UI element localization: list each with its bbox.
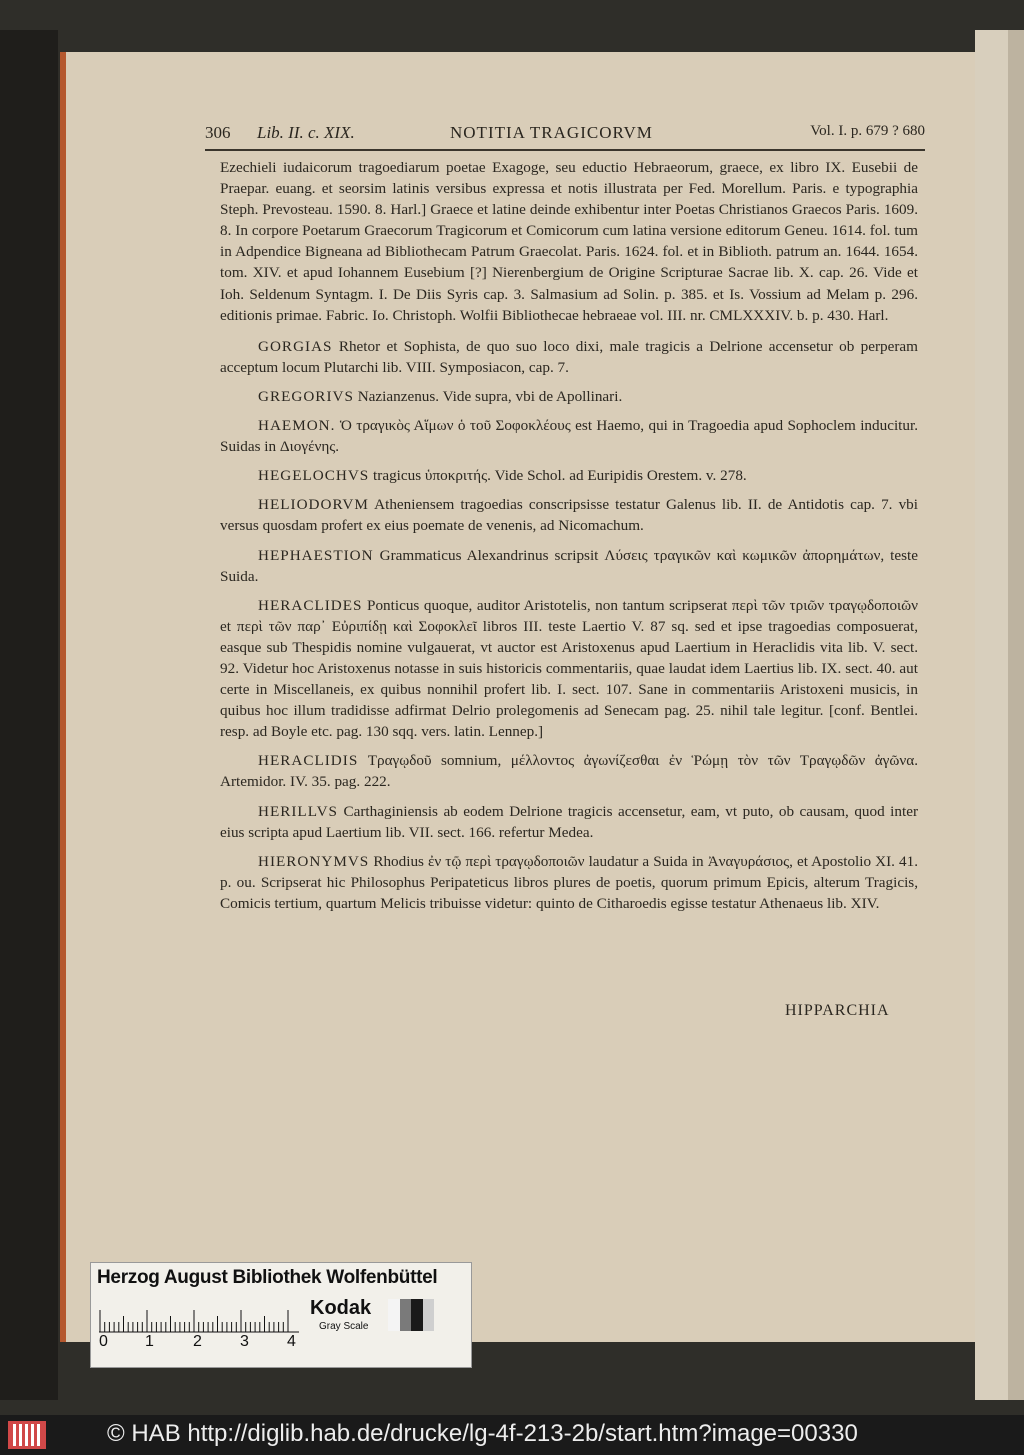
- entry-name: HEPHAESTION: [258, 546, 374, 564]
- library-name: Herzog August Bibliothek Wolfenbüttel: [97, 1267, 438, 1288]
- swatch: [400, 1299, 412, 1331]
- paragraph-text: Τραγῳδοῦ somnium, μέλλοντος ἀγωνίζεσθαι ἐν Ῥώμῃ τὸν τῶν Τραγῳδῶν ἀγῶνα. Artemidor. IV. 35. pag. 222.: [220, 752, 918, 791]
- swatch: [411, 1299, 423, 1331]
- paragraph: [220, 545, 918, 587]
- chapter-reference: Lib. II. c. XIX.: [257, 123, 355, 142]
- swatch: [388, 1299, 400, 1331]
- header-rule: [205, 149, 925, 151]
- swatch: [423, 1299, 435, 1331]
- gray-swatches: [388, 1299, 434, 1331]
- paragraph: [220, 801, 918, 843]
- scale-ruler: [99, 1299, 299, 1333]
- hab-logo-icon: [8, 1421, 46, 1449]
- paragraph: [220, 465, 918, 486]
- book-left-edge: [0, 30, 58, 1400]
- ruler-number: 2: [193, 1333, 202, 1350]
- entry-name: HAEMON.: [258, 417, 336, 435]
- volume-reference: Vol. I. p. 679 ? 680: [810, 123, 925, 139]
- entry-name: GREGORIVS: [258, 387, 354, 405]
- page-body: [220, 157, 918, 922]
- paragraph-text: Carthaginiensis ab eodem Delrione tragicis accensetur, eam, vt puto, ob causam, quod inter eius scripta apud Laertium lib. VII. sect. 166. refertur Medea.: [220, 802, 918, 841]
- paragraph-text: Rhodius ἐν τῷ περὶ τραγῳδοποιῶν laudatur a Suida in Ἀναγυράσιος, et Apostolio XI. 41. p. ou. Scripserat hic Philosophus Peripateticus libros plures de poetis, quorum primum Epicis, alterum Tragicis, Comicis tertium, quartum Melicis tribuisse videtur: quinto de Citharoedis egisse testatur Athenaeus lib. XIV.: [220, 852, 918, 912]
- page-number: 306: [205, 123, 231, 142]
- paragraph-text: Atheniensem tragoedias conscripsisse testatur Galenus lib. II. de Antidotis cap. 7. vbi versus quosdam profert ex eius poemate de venenis, ad Nicomachum.: [220, 496, 918, 535]
- footer-bar: [0, 1415, 1024, 1455]
- gray-scale-label: Gray Scale: [319, 1321, 369, 1332]
- kodak-logo: Kodak: [310, 1297, 372, 1319]
- ruler-number: 0: [99, 1333, 108, 1350]
- page-title: NOTITIA TRAGICORVM: [450, 123, 653, 142]
- running-header: [205, 123, 925, 147]
- paragraph: [220, 494, 918, 536]
- paragraph-text: Ὁ τραγικὸς Αἵμων ὁ τοῦ Σοφοκλέους est Haemo, qui in Tragoedia apud Sophoclem inducitur. Suidas in Διογένης.: [220, 417, 918, 456]
- paragraph: [220, 851, 918, 914]
- entry-name: HERILLVS: [258, 802, 339, 820]
- facing-page-strip: [1008, 30, 1024, 1400]
- ruler-number: 3: [240, 1333, 249, 1350]
- paragraph: [220, 595, 918, 743]
- entry-name: HIERONYMVS: [258, 852, 370, 870]
- paragraph-text: tragicus ὑποκριτής. Vide Schol. ad Euripidis Orestem. v. 278.: [369, 467, 747, 485]
- entry-name: GORGIAS: [258, 337, 333, 355]
- entry-name: HELIODORVM: [258, 496, 369, 514]
- paragraph: [220, 336, 918, 378]
- entry-name: HERACLIDIS: [258, 752, 359, 770]
- paragraph-text: Rhetor et Sophista, de quo suo loco dixi, male tragicis a Delrione accensetur ob perperam acceptum locum Plutarchi lib. VIII. Symposiacon, cap. 7.: [220, 337, 918, 376]
- footer-copyright-url: © HAB http://diglib.hab.de/drucke/lg-4f-213-2b/start.htm?image=00330: [107, 1420, 858, 1447]
- library-color-card: [90, 1262, 472, 1368]
- ruler-number: 4: [287, 1333, 296, 1350]
- paragraph-text: Ponticus quoque, auditor Aristotelis, non tantum scripserat περὶ τῶν τριῶν τραγῳδοποιῶν et περὶ τῶν παρ᾽ Εὐριπίδῃ καὶ Σοφοκλεῖ libros III. teste Laertio V. 87 sq. sed et ipse tragoedias composuerat, easque sub Thespidis nomine vulgauerat, vt auctor est Aristoxenus apud Laertium in Heraclidis vita lib. V. sect. 92. Videtur hoc Aristoxenus notasse in suis historicis commentariis, quae laudat idem Laertius lib. IX. sect. 40. aut certe in Miscellaneis, ex quibus nonnihil profert lib. I. sect. 107. Sane in commentariis Aristoxeni musicis, in quibus hoc illum tradidisse adfirmat Delrio prolegomenis ad Senecam pag. 25. nihil tale legitur. [conf. Bentlei. resp. ad Boyle etc. pag. 130 sqq. vers. latin. Lennep.]: [220, 596, 918, 741]
- paragraph-text: Nazianzenus. Vide supra, vbi de Apollinari.: [353, 387, 623, 405]
- ruler-number: 1: [145, 1333, 154, 1350]
- paragraph: [220, 415, 918, 457]
- ruler-numbers: [99, 1333, 299, 1353]
- entry-name: HEGELOCHVS: [258, 467, 370, 485]
- paragraph: [220, 157, 918, 326]
- paragraph: [220, 386, 918, 407]
- catchword: HIPPARCHIA: [785, 1002, 890, 1019]
- paragraph-text: Grammaticus Alexandrinus scripsit Λύσεις τραγικῶν καὶ κωμικῶν ἀπορημάτων, teste Suida.: [220, 546, 918, 585]
- paragraph: [220, 750, 918, 792]
- entry-name: HERACLIDES: [258, 596, 363, 614]
- paragraph-text: Ezechieli iudaicorum tragoediarum poetae Exagoge, seu eductio Hebraeorum, graece, ex libro IX. Eusebii de Praepar. euang. et seorsim latinis versibus expressa et notis illustrata per Fed. Morellum. Paris. e typographia Steph. Prevosteau. 1590. 8. Harl.] Graece et latine deinde exhibentur inter Poetas Christianos Graecos Paris. 1609. 8. In corpore Poetarum Graecorum Tragicorum et Comicorum cum latina versione editorum Geneu. 1614. fol. tum in Adpendice Bigneana ad Bibliothecam Patrum Graecolat. Paris. 1624. fol. et in Biblioth. patrum an. 1644. 1654. tom. XIV. et apud Iohannem Eusebium [?] Nierenbergium de Origine Scripturae Sacrae lib. X. cap. 26. Vide et Ioh. Seldenum Syntagm. I. De Diis Syris cap. 3. Salmasium ad Solin. p. 385. et Is. Vossium ad Melam p. 296. editionis primae. Fabric. Io. Christoph. Wolfii Bibliothecae hebraeae vol. III. nr. CMLXXXIV. b. p. 430. Harl.: [220, 159, 918, 324]
